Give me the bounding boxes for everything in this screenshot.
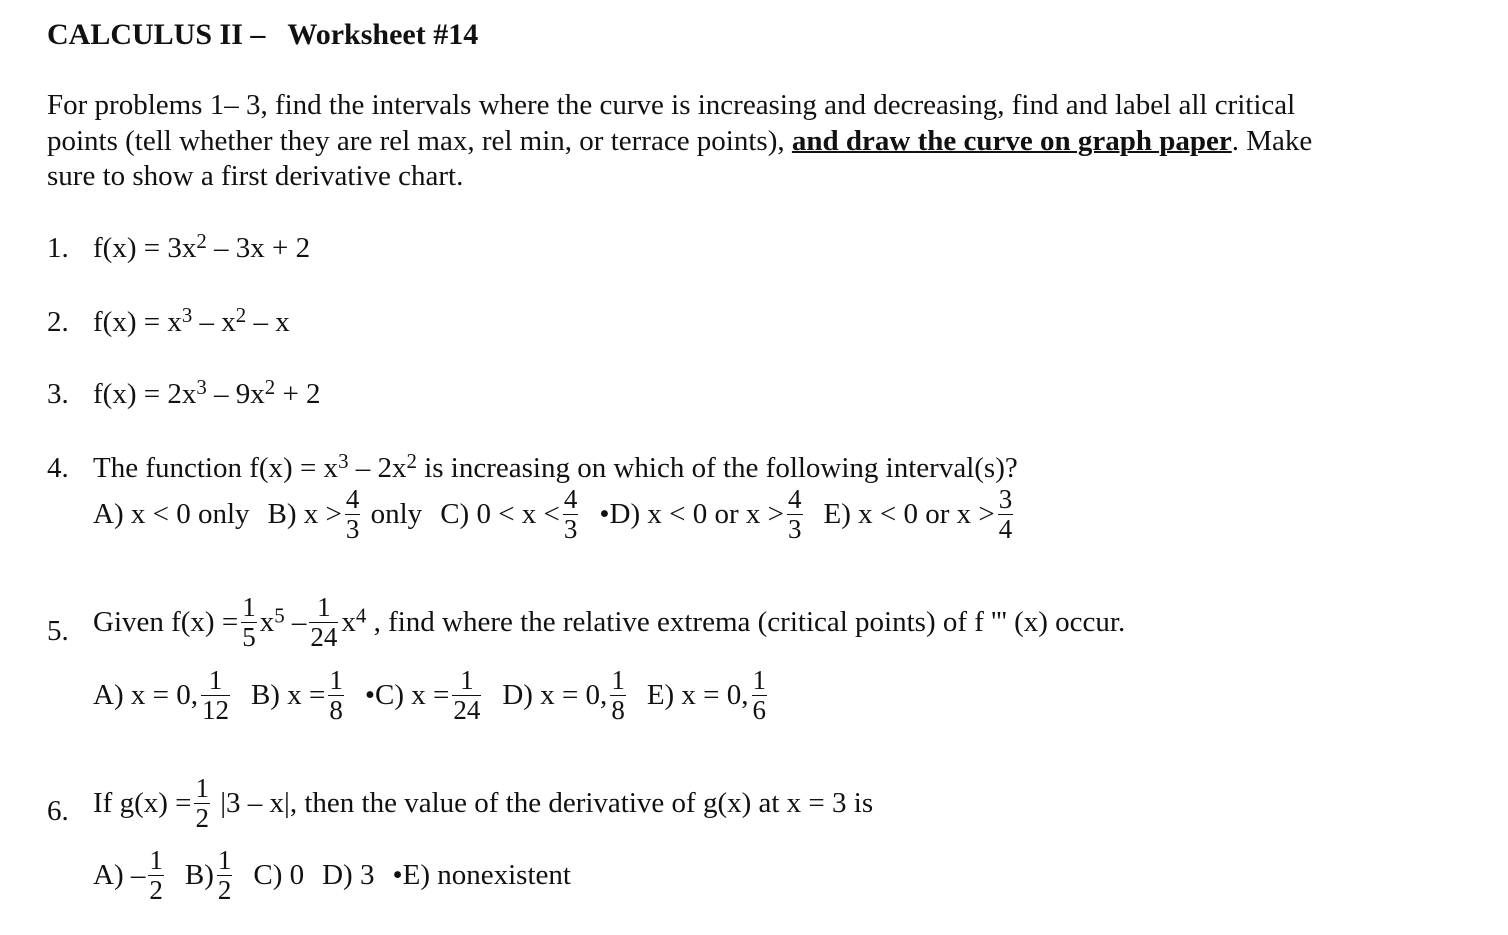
choice-e-correct: •E) nonexistent [392,859,571,892]
choice-c: C) 0 < x < $\frac{4}{3}$ [440,484,578,544]
choice-b: B) $\frac{1}{2}$ [184,845,232,905]
instructions-line-1: For problems 1– 3, find the intervals where the curve is increasing and decreasing, find and label all critical [47,89,1296,121]
problem-3-function: $f(x) = 2x^3 - 9x^2 + 2$ [93,375,321,410]
problem-5-choices [93,665,770,726]
problem-4 [47,454,69,483]
problem-4-choices [93,484,1016,545]
instructions-line-2: points (tell whether they are rel max, rel min, or terrace points), and draw the curve on graph paper. Make [47,125,1313,157]
choice-b: B) x > $\frac{4}{3}$ only [267,484,423,544]
choice-d-correct: •D) x < 0 or x > $\frac{4}{3}$ [599,484,802,544]
problem-3 [47,380,69,409]
problem-6-question: If g(x) = $\frac{1}{2}$ |3 – x|, then the value of the derivative of g(x) at x = 3 is [93,773,874,833]
problem-number: 3. [47,378,69,410]
problem-2-function: $f(x) = x^3 - x^2 - x$ [93,303,290,338]
problem-6-choices [93,845,571,906]
choice-e: E) x < 0 or x > $\frac{3}{4}$ [823,484,1013,544]
instructions-line-3: sure to show a first derivative chart. [47,160,464,192]
problem-5-question: Given f(x) = $\frac{1}{5}$ $x^5$ – $\frac{1}{24}$ $x^4$ , find where the relative extrema (critical points) of f ''' (x) occur. [93,592,1126,652]
course-title: CALCULUS II – [47,18,266,51]
choice-a: A) x = 0, $\frac{1}{12}$ [93,665,229,725]
problem-1 [47,234,69,263]
page-title [47,20,478,50]
choice-d: D) x = 0, $\frac{1}{8}$ [502,665,625,725]
problem-4-question: The function $f(x) = x^3 - 2x^2$ is increasing on which of the following interval(s)? [93,449,1018,484]
problem-number: 6. [47,795,69,827]
problem-5 [47,617,69,646]
choice-c-correct: •C) x = $\frac{1}{24}$ [364,665,481,725]
problem-2 [47,308,69,337]
choice-c: C) 0 [253,859,305,892]
choice-a: A) x < 0 only [93,498,250,531]
emphasis-graph-paper: and draw the curve on graph paper [791,125,1232,157]
choice-a: A) – $\frac{1}{2}$ [93,845,163,905]
problem-1-function: $f(x) = 3x^2 - 3x + 2$ [93,229,311,264]
problem-number: 4. [47,452,69,484]
problem-number: 5. [47,615,69,647]
choice-e: E) x = 0, $\frac{1}{6}$ [646,665,767,725]
problem-number: 2. [47,306,69,338]
choice-b: B) x = $\frac{1}{8}$ [250,665,343,725]
problem-6 [47,797,69,826]
worksheet-number: Worksheet #14 [287,18,479,51]
problem-number: 1. [47,232,69,264]
choice-d: D) 3 [322,859,375,892]
